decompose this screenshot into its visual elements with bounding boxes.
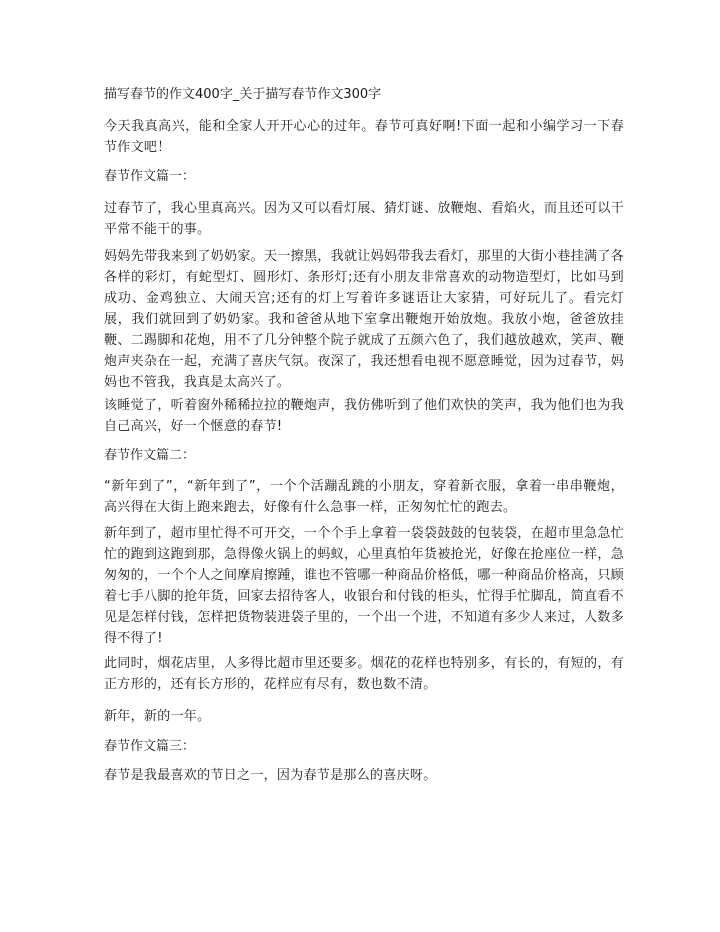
section-1-paragraph-1: 过春节了，我心里真高兴。因为又可以看灯展、猜灯谜、放鞭炮、看焰火，而且还可以干平常不能干的事。 bbox=[104, 201, 624, 237]
section-2-paragraph-4: 新年，新的一年。 bbox=[104, 709, 211, 724]
section-heading-2: 春节作文篇二： bbox=[104, 448, 196, 463]
intro-paragraph: 今天我真高兴，能和全家人开开心心的过年。春节可真好啊!下面一起和小编学习一下春节作文吧！ bbox=[104, 119, 624, 155]
section-2-paragraph-3: 此同时，烟花店里，人多得比超市里还要多。烟花的花样也特别多，有长的，有短的，有正方形的，还有长方形的，花样应有尽有，数也数不清。 bbox=[104, 656, 624, 692]
section-heading-3: 春节作文篇三： bbox=[104, 739, 196, 754]
section-2-paragraph-2: 新年到了，超市里忙得不可开交，一个个手上拿着一袋袋鼓鼓的包装袋，在超市里急急忙忙的跑到这跑到那，急得像火锅上的蚂蚁，心里真怕年货被抢光，好像在抢座位一样，急匆匆的，一个个人之间摩肩擦踵，谁也不管哪一种商品价格低，哪一种商品价格高，只顾着七手八脚的抢年货，回家去招待客人，收银台和付钱的柜头，忙得手忙脚乱，简直看不见是怎样付钱，怎样把货物装进袋子里的，一个出一个进，不知道有多少人来过，人数多得不得了! bbox=[104, 526, 624, 646]
section-3-paragraph-1: 春节是我最喜欢的节日之一，因为春节是那么的喜庆呀。 bbox=[104, 768, 437, 783]
section-1-paragraph-3: 该睡觉了，听着窗外稀稀拉拉的鞭炮声，我仿佛听到了他们欢快的笑声，我为他们也为我自己高兴，好一个惬意的春节! bbox=[104, 398, 624, 434]
section-1-paragraph-2: 妈妈先带我来到了奶奶家。天一擦黑，我就让妈妈带我去看灯，那里的大街小巷挂满了各各样的彩灯，有蛇型灯、圆形灯、条形灯;还有小朋友非常喜欢的动物造型灯，比如马到成功、金鸡独立、大闹天宫;还有的灯上写着许多谜语让大家猜，可好玩儿了。看完灯展，我们就回到了奶奶家。我和爸爸从地下室拿出鞭炮开始放炮。我放小炮，爸爸放挂鞭、二踢脚和花炮，用不了几分钟整个院子就成了五颜六色了，我们越放越欢，笑声、鞭炮声夹杂在一起，充满了喜庆气氛。夜深了，我还想看电视不愿意睡觉，因为过春节，妈妈也不管我，我真是太高兴了。 bbox=[104, 249, 624, 390]
section-2-paragraph-1: “新年到了”，“新年到了”，一个个活蹦乱跳的小朋友，穿着新衣服，拿着一串串鞭炮，高兴得在大街上跑来跑去，好像有什么急事一样，正匆匆忙忙的跑去。 bbox=[104, 479, 624, 515]
section-heading-1: 春节作文篇一： bbox=[104, 169, 196, 184]
document-title: 描写春节的作文400字_关于描写春节作文300字 bbox=[104, 87, 382, 102]
